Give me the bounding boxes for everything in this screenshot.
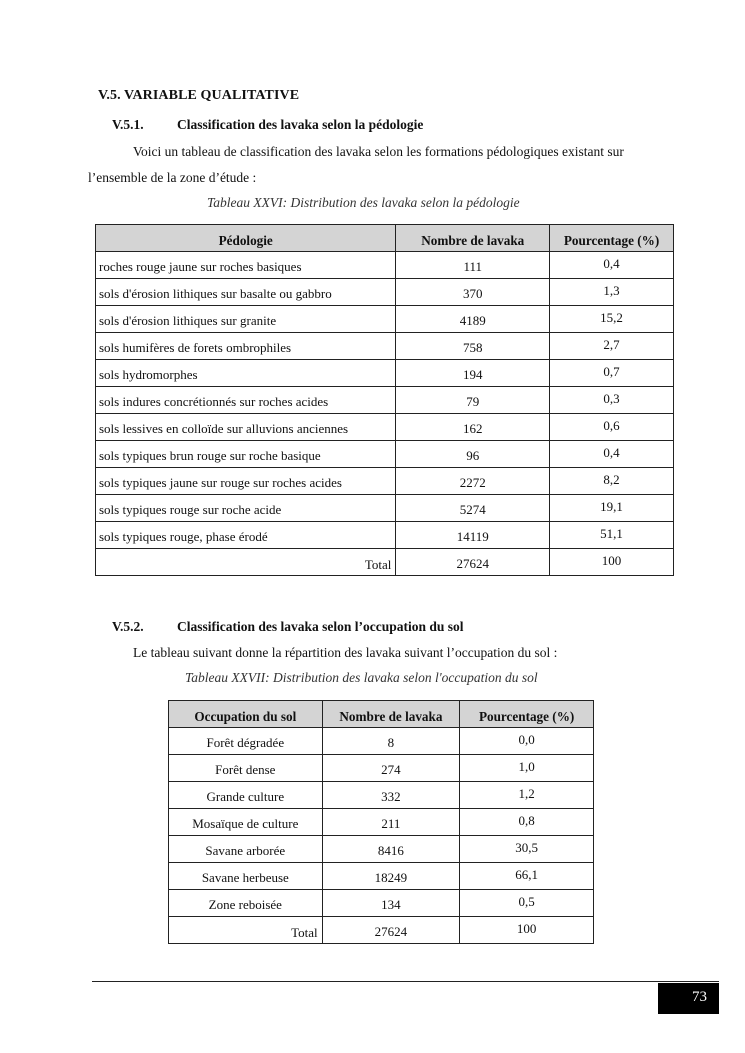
table-row [169, 809, 594, 836]
row-percent: 8,2 [550, 468, 674, 495]
footer-rule [92, 981, 719, 982]
table-row [96, 252, 674, 279]
row-percent: 1,0 [460, 755, 594, 782]
row-percent: 0,7 [550, 360, 674, 387]
table-row [96, 306, 674, 333]
row-count: 8 [322, 728, 460, 755]
row-count: 5274 [396, 495, 550, 522]
row-percent: 66,1 [460, 863, 594, 890]
row-label: sols typiques jaune sur rouge sur roches acides [96, 468, 396, 495]
table-caption-1: Tableau XXVI: Distribution des lavaka selon la pédologie [207, 195, 520, 210]
row-label: Zone reboisée [169, 890, 323, 917]
subsection-heading-1 [112, 117, 672, 135]
row-percent: 51,1 [550, 522, 674, 549]
subsection-heading-2 [112, 619, 672, 637]
row-label: sols typiques rouge, phase érodé [96, 522, 396, 549]
subsection-number: V.5.1. [112, 117, 144, 132]
total-percent: 100 [460, 917, 594, 944]
total-percent: 100 [550, 549, 674, 576]
table-row [96, 360, 674, 387]
row-percent: 1,3 [550, 279, 674, 306]
column-header-count: Nombre de lavaka [396, 225, 550, 252]
subsection-number: V.5.2. [112, 619, 144, 634]
table-row [169, 755, 594, 782]
table-row [96, 333, 674, 360]
row-label: Grande culture [169, 782, 323, 809]
table-row [96, 414, 674, 441]
row-percent: 0,0 [460, 728, 594, 755]
row-count: 211 [322, 809, 460, 836]
table-header-row [96, 225, 674, 252]
table-header-row [169, 701, 594, 728]
table-row [169, 863, 594, 890]
row-label: sols lessives en colloïde sur alluvions anciennes [96, 414, 396, 441]
row-count: 79 [396, 387, 550, 414]
table-row [169, 836, 594, 863]
column-header-occupation: Occupation du sol [169, 701, 323, 728]
total-count: 27624 [396, 549, 550, 576]
intro-paragraph: Le tableau suivant donne la répartition des lavaka suivant l’occupation du sol : [133, 645, 558, 660]
table-caption-2: Tableau XXVII: Distribution des lavaka selon l'occupation du sol [185, 670, 538, 685]
table-row [96, 468, 674, 495]
row-label: Mosaïque de culture [169, 809, 323, 836]
total-label: Total [96, 549, 396, 576]
row-count: 332 [322, 782, 460, 809]
subsection-title: Classification des lavaka selon la pédologie [177, 117, 424, 132]
row-percent: 0,5 [460, 890, 594, 917]
page-number: 73 [658, 983, 719, 1014]
total-label: Total [169, 917, 323, 944]
column-header-pedologie: Pédologie [96, 225, 396, 252]
section-heading: V.5. VARIABLE QUALITATIVE [98, 88, 300, 103]
row-count: 111 [396, 252, 550, 279]
subsection-title: Classification des lavaka selon l’occupation du sol [177, 619, 464, 634]
row-count: 274 [322, 755, 460, 782]
intro-paragraph-line-1: Voici un tableau de classification des lavaka selon les formations pédologiques existant sur [133, 144, 624, 159]
row-label: sols indures concrétionnés sur roches acides [96, 387, 396, 414]
row-label: sols d'érosion lithiques sur basalte ou gabbro [96, 279, 396, 306]
row-count: 2272 [396, 468, 550, 495]
table-row [169, 890, 594, 917]
column-header-count: Nombre de lavaka [322, 701, 460, 728]
row-count: 96 [396, 441, 550, 468]
row-percent: 0,8 [460, 809, 594, 836]
row-label: sols hydromorphes [96, 360, 396, 387]
row-count: 134 [322, 890, 460, 917]
row-count: 18249 [322, 863, 460, 890]
table-row [96, 522, 674, 549]
row-count: 8416 [322, 836, 460, 863]
row-percent: 15,2 [550, 306, 674, 333]
row-count: 14119 [396, 522, 550, 549]
row-count: 162 [396, 414, 550, 441]
column-header-percent: Pourcentage (%) [460, 701, 594, 728]
row-label: sols humifères de forets ombrophiles [96, 333, 396, 360]
intro-paragraph-line-2: l’ensemble de la zone d’étude : [88, 170, 257, 185]
table-row [96, 279, 674, 306]
row-count: 758 [396, 333, 550, 360]
row-label: sols typiques rouge sur roche acide [96, 495, 396, 522]
row-percent: 19,1 [550, 495, 674, 522]
column-header-percent: Pourcentage (%) [550, 225, 674, 252]
total-count: 27624 [322, 917, 460, 944]
total-row [96, 549, 674, 576]
row-count: 194 [396, 360, 550, 387]
table-row [169, 728, 594, 755]
row-label: sols typiques brun rouge sur roche basique [96, 441, 396, 468]
row-percent: 30,5 [460, 836, 594, 863]
row-label: Forêt dense [169, 755, 323, 782]
total-row [169, 917, 594, 944]
row-label: Forêt dégradée [169, 728, 323, 755]
row-percent: 0,4 [550, 441, 674, 468]
table-row [96, 495, 674, 522]
table-row [96, 387, 674, 414]
table-row [96, 441, 674, 468]
table-row [169, 782, 594, 809]
row-count: 370 [396, 279, 550, 306]
row-label: roches rouge jaune sur roches basiques [96, 252, 396, 279]
row-percent: 2,7 [550, 333, 674, 360]
row-percent: 0,4 [550, 252, 674, 279]
row-label: Savane arborée [169, 836, 323, 863]
row-percent: 0,6 [550, 414, 674, 441]
occupation-table [168, 700, 594, 944]
row-percent: 1,2 [460, 782, 594, 809]
row-percent: 0,3 [550, 387, 674, 414]
row-label: Savane herbeuse [169, 863, 323, 890]
row-count: 4189 [396, 306, 550, 333]
row-label: sols d'érosion lithiques sur granite [96, 306, 396, 333]
pedologie-table [95, 224, 674, 576]
